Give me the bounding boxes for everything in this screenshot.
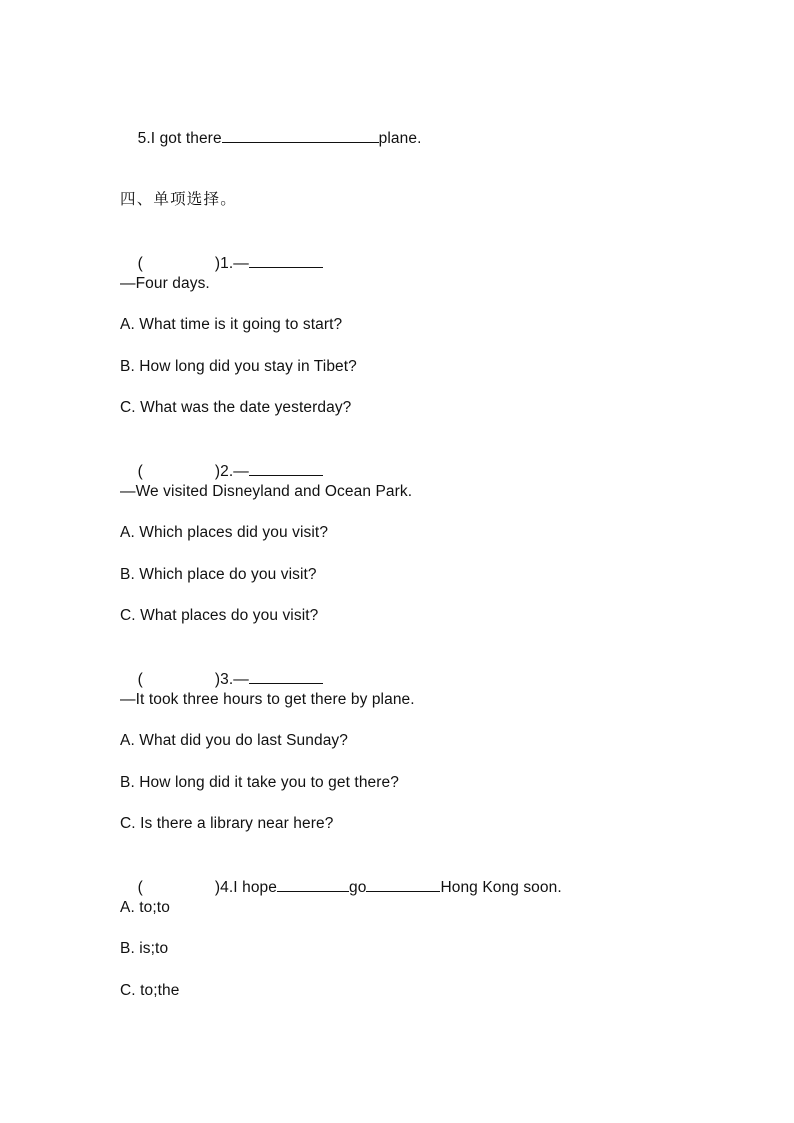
answer-open-paren: ( [137, 463, 143, 480]
answer-open-paren: ( [137, 879, 143, 896]
answer-open-paren: ( [137, 671, 143, 688]
option-b: B. Which place do you visit? [120, 566, 317, 583]
fill-in-question-5 [120, 107, 422, 169]
option-a: A. to;to [120, 899, 170, 916]
question-2-response: —We visited Disneyland and Ocean Park. [120, 483, 413, 500]
option-a: A. What time is it going to start? [120, 316, 343, 333]
answer-blank[interactable] [249, 460, 323, 476]
answer-blank[interactable] [222, 127, 379, 143]
option-a: A. What did you do last Sunday? [120, 732, 348, 749]
option-b: B. is;to [120, 940, 169, 957]
option-c: C. What was the date yesterday? [120, 399, 352, 416]
question-number: )1.— [214, 255, 249, 272]
answer-blank[interactable] [277, 876, 349, 892]
answer-open-paren: ( [137, 255, 143, 272]
option-c: C. What places do you visit? [120, 607, 319, 624]
answer-blank[interactable] [366, 876, 440, 892]
question-1-response: —Four days. [120, 275, 210, 292]
question-4-end-text: Hong Kong soon. [440, 879, 562, 896]
question-number: )3.— [214, 671, 249, 688]
question-5-text-before: 5.I got there [137, 130, 222, 147]
option-a: A. Which places did you visit? [120, 524, 329, 541]
option-b: B. How long did you stay in Tibet? [120, 358, 357, 375]
answer-blank[interactable] [249, 668, 323, 684]
option-c: C. Is there a library near here? [120, 815, 334, 832]
question-number: )2.— [214, 463, 249, 480]
option-b: B. How long did it take you to get there? [120, 774, 399, 791]
answer-blank[interactable] [249, 252, 323, 268]
question-4-stem [120, 856, 562, 918]
option-c: C. to;the [120, 982, 180, 999]
question-number: )4.I hope [214, 879, 277, 896]
question-3-response: —It took three hours to get there by plane. [120, 691, 415, 708]
question-4-mid-text: go [349, 879, 367, 896]
question-5-text-after: plane. [378, 130, 422, 147]
section-heading: 四、单项选择。 [120, 191, 237, 208]
